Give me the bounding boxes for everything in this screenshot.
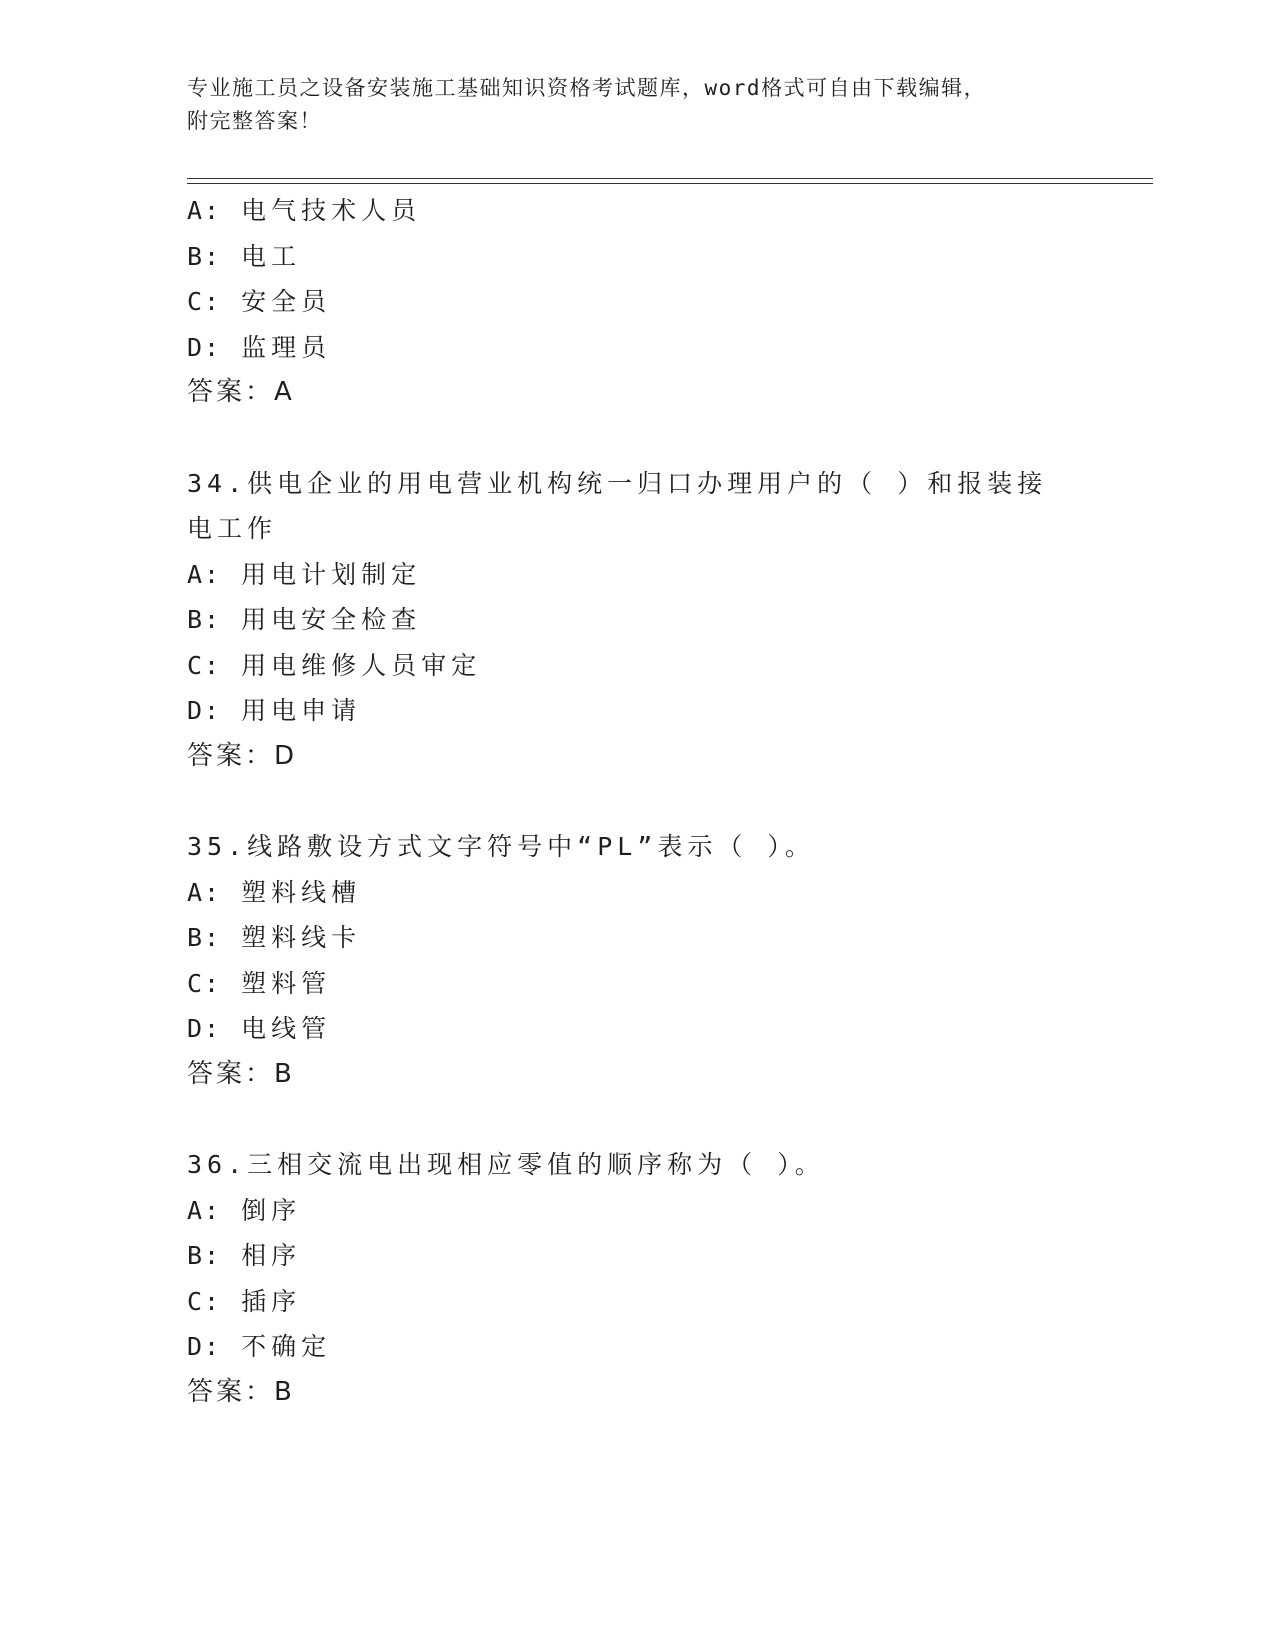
option-b — [187, 234, 1137, 280]
option-c — [187, 1279, 1137, 1325]
question-36 — [187, 1142, 1137, 1415]
question-list — [187, 188, 1137, 1415]
option-label: C: — [187, 650, 222, 680]
option-label: B: — [187, 241, 222, 271]
question-stem: 36.三相交流电出现相应零值的顺序称为（ ）。 — [187, 1150, 825, 1179]
question-33-continued — [187, 188, 1137, 416]
option-b — [187, 915, 1137, 961]
option-text: 不确定 — [241, 1332, 332, 1361]
option-label: A: — [187, 1195, 222, 1225]
question-34 — [187, 461, 1137, 780]
option-c — [187, 279, 1137, 325]
option-a — [187, 552, 1137, 598]
option-d — [187, 1006, 1137, 1052]
option-label: C: — [187, 287, 222, 316]
answer-line: 答案：B — [187, 1058, 295, 1089]
answer-line: 答案：D — [187, 740, 298, 771]
option-a — [187, 870, 1137, 916]
option-label: A: — [187, 877, 222, 907]
option-label: C: — [187, 968, 222, 998]
header-line-2: 附完整答案！ — [187, 109, 322, 133]
option-label: B: — [187, 605, 222, 634]
option-label: A: — [187, 196, 222, 225]
spacer — [187, 779, 1137, 824]
option-a — [187, 1188, 1137, 1234]
option-a — [187, 188, 1137, 234]
spacer — [187, 1097, 1137, 1142]
option-text: 用电安全检查 — [241, 605, 422, 634]
option-label: B: — [187, 923, 222, 952]
option-label: D: — [187, 1014, 222, 1043]
option-text: 电线管 — [241, 1014, 332, 1043]
header-line-1: 专业施工员之设备安装施工基础知识资格考试题库，word格式可自由下载编辑， — [187, 76, 987, 100]
option-label: A: — [187, 559, 222, 589]
option-text: 电气技术人员 — [241, 196, 422, 225]
option-text: 电工 — [241, 241, 302, 271]
option-c — [187, 961, 1137, 1007]
option-d — [187, 688, 1137, 734]
option-b — [187, 597, 1137, 643]
option-label: D: — [187, 332, 222, 362]
option-text: 相序 — [241, 1241, 302, 1270]
option-text: 塑料线卡 — [241, 923, 362, 952]
option-text: 塑料线槽 — [241, 877, 362, 907]
question-stem: 35.线路敷设方式文字符号中“PL”表示（ ）。 — [187, 832, 815, 861]
header-divider-bottom — [187, 183, 1153, 184]
option-text: 安全员 — [241, 287, 332, 316]
option-text: 用电申请 — [241, 696, 362, 725]
option-text: 用电维修人员审定 — [241, 650, 482, 680]
option-text: 监理员 — [241, 332, 332, 362]
option-b — [187, 1233, 1137, 1279]
answer-line: 答案：B — [187, 1376, 295, 1407]
option-label: C: — [187, 1286, 222, 1316]
document-header — [187, 72, 1087, 138]
question-stem: 34.供电企业的用电营业机构统一归口办理用户的（ ）和报装接电工作 — [187, 468, 1048, 543]
option-text: 用电计划制定 — [241, 559, 422, 589]
header-divider-top — [187, 178, 1153, 179]
option-text: 塑料管 — [241, 968, 332, 998]
option-d — [187, 1324, 1137, 1370]
option-label: B: — [187, 1241, 222, 1270]
option-text: 倒序 — [241, 1195, 302, 1225]
answer-line: 答案：A — [187, 377, 295, 407]
spacer — [187, 416, 1137, 461]
option-label: D: — [187, 1332, 222, 1361]
option-d — [187, 325, 1137, 371]
question-35 — [187, 824, 1137, 1097]
option-text: 插序 — [241, 1286, 302, 1316]
option-label: D: — [187, 696, 222, 725]
option-c — [187, 643, 1137, 689]
